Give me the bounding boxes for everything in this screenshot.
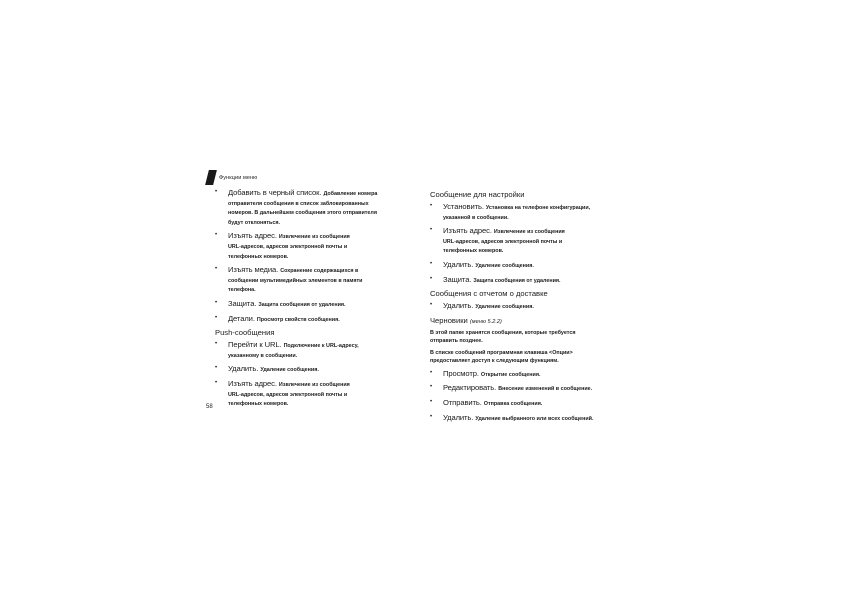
item-term-period: . xyxy=(274,231,279,241)
item-term: Перейти к URL xyxy=(228,340,280,350)
item-description-line: Внесение изменений в сообщение. xyxy=(498,386,593,393)
list-item xyxy=(430,260,630,272)
item-term: Детали xyxy=(228,313,253,323)
item-description-line: Извлечение из сообщения xyxy=(278,234,350,241)
bullet-icon: • xyxy=(430,413,433,420)
drafts-paragraph-1 xyxy=(430,329,630,345)
item-description-line: URL-адресов, адресов электронной почты и xyxy=(228,391,348,398)
bullet-icon: • xyxy=(430,203,433,209)
item-description xyxy=(484,401,543,407)
bullet-icon: • xyxy=(215,365,218,372)
item-term: Добавить в черный список xyxy=(228,188,320,197)
page-header-title: Функции меню xyxy=(219,175,258,181)
list-item xyxy=(430,398,630,410)
item-term: Редактировать xyxy=(443,383,495,393)
item-description-line: указанному в сообщении. xyxy=(228,352,298,359)
item-term-period: . xyxy=(276,265,281,275)
list-item xyxy=(430,369,630,381)
list-item xyxy=(430,383,630,395)
bullet-icon: • xyxy=(215,189,218,195)
item-description-line: будут отклоняться. xyxy=(228,219,281,226)
section-title-drafts-text: Черновики xyxy=(430,315,468,325)
header-slash-mark xyxy=(205,170,217,185)
item-description-line: Защита сообщения от удаления. xyxy=(473,277,561,284)
drafts-paragraph-2 xyxy=(430,349,630,365)
left-items-a xyxy=(215,188,415,325)
bullet-icon: • xyxy=(430,398,433,405)
item-description-line: Удаление выбранного или всех сообщений. xyxy=(475,415,594,422)
item-description-line: Подключение к URL-адресу, xyxy=(283,343,359,350)
list-item xyxy=(430,413,630,425)
list-item xyxy=(215,231,415,262)
item-description-line: Извлечение из сообщения xyxy=(493,229,565,236)
list-item xyxy=(215,265,415,296)
item-description-line: Защита сообщения от удаления. xyxy=(258,301,346,308)
item-description xyxy=(498,386,592,392)
item-term-period: . xyxy=(471,301,476,311)
item-term: Удалить xyxy=(443,301,472,311)
bullet-icon: • xyxy=(430,369,433,376)
list-item xyxy=(215,314,415,326)
list-item xyxy=(430,226,630,257)
item-description-line: Установка на телефоне конфигурации, xyxy=(485,205,591,211)
item-term: Защита xyxy=(443,274,470,284)
item-description xyxy=(475,416,593,422)
section-title-report: Сообщения с отчетом о доставке xyxy=(430,289,548,299)
item-description-line: сообщении мультимедийных элементов в памяти xyxy=(228,277,363,284)
item-term: Изъять медиа xyxy=(228,265,277,275)
item-description-line: телефонных номеров. xyxy=(228,401,289,408)
right-items-a xyxy=(430,202,630,286)
item-description-line: телефонных номеров. xyxy=(443,248,504,255)
paragraph-line: отправить позднее. xyxy=(430,337,483,344)
list-item xyxy=(215,379,415,410)
bullet-icon: • xyxy=(430,275,433,282)
item-description xyxy=(475,263,534,269)
item-description xyxy=(481,372,541,378)
right-items-c xyxy=(430,369,630,424)
item-description-line: URL-адресов, адресов электронной почты и xyxy=(443,238,563,245)
item-term-period: . xyxy=(481,202,486,211)
item-description-line: Сохранение содержащихся в xyxy=(280,268,359,275)
list-item xyxy=(430,202,630,223)
right-column xyxy=(430,188,630,427)
item-term-period: . xyxy=(254,298,259,308)
item-description xyxy=(258,302,345,308)
right-items-b xyxy=(430,301,630,313)
item-term: Отправить xyxy=(443,397,480,407)
item-description-line: указанной в сообщении. xyxy=(443,214,509,221)
item-term-period: . xyxy=(471,412,476,422)
item-term-period: . xyxy=(489,226,494,236)
paragraph-line: В списке сообщений программная клавиша <Опции> xyxy=(430,349,573,356)
list-item xyxy=(215,299,415,311)
item-description xyxy=(257,317,340,323)
item-description xyxy=(260,367,319,373)
item-description-line: Удаление сообщения. xyxy=(260,367,319,374)
item-term-period: . xyxy=(479,397,484,407)
item-description-line: URL-адресов, адресов электронной почты и xyxy=(228,243,348,250)
bullet-icon: • xyxy=(430,227,433,234)
item-description-line: Открытие сообщения. xyxy=(480,371,541,378)
item-term: Изъять адрес xyxy=(443,226,490,236)
list-item xyxy=(215,188,415,228)
bullet-icon: • xyxy=(430,302,433,309)
page-number: 58 xyxy=(206,404,213,410)
item-term: Изъять адрес xyxy=(228,231,275,241)
item-description-line: отправителя сообщения в список заблокированных xyxy=(228,200,369,207)
item-term-period: . xyxy=(471,259,476,269)
item-term: Просмотр xyxy=(443,368,477,378)
item-term-period: . xyxy=(274,378,279,388)
bullet-icon: • xyxy=(215,266,218,273)
list-item xyxy=(215,340,415,361)
item-term: Защита xyxy=(228,298,255,308)
left-items-b xyxy=(215,340,415,410)
section-title-push: Push-сообщения xyxy=(215,328,275,338)
list-item xyxy=(430,301,630,313)
item-term-period: . xyxy=(494,383,499,393)
bullet-icon: • xyxy=(215,379,218,386)
left-column xyxy=(215,188,415,413)
section-title-drafts xyxy=(430,316,630,327)
item-term: Удалить xyxy=(228,364,257,374)
item-description xyxy=(473,278,560,284)
item-term: Удалить xyxy=(443,259,472,269)
list-item xyxy=(430,275,630,287)
item-term: Установить xyxy=(443,202,482,211)
item-description-line: Извлечение из сообщения xyxy=(278,381,350,388)
list-item xyxy=(215,364,415,376)
paragraph-line: В этой папке хранятся сообщения, которые требуется xyxy=(430,329,576,336)
item-description-line: Добавление номера xyxy=(323,191,378,197)
section-title-drafts-menu-ref: (меню 5.2.2) xyxy=(469,318,502,325)
bullet-icon: • xyxy=(215,232,218,239)
bullet-icon: • xyxy=(215,314,218,321)
bullet-icon: • xyxy=(215,341,218,348)
item-term-period: . xyxy=(279,340,284,350)
paragraph-line: предоставляет доступ к следующим функциям. xyxy=(430,357,559,364)
item-term-period: . xyxy=(476,368,481,378)
section-title-config: Сообщение для настройки xyxy=(430,190,525,199)
item-term: Изъять адрес xyxy=(228,378,275,388)
item-description xyxy=(475,304,534,310)
item-description-line: Удаление сообщения. xyxy=(475,262,534,269)
bullet-icon: • xyxy=(215,299,218,306)
bullet-icon: • xyxy=(430,260,433,267)
item-description-line: номеров. В дальнейшем сообщения этого отправителя xyxy=(228,210,377,217)
item-description-line: Отправка сообщения. xyxy=(483,400,543,407)
item-term-period: . xyxy=(252,313,257,323)
item-description-line: Удаление сообщения. xyxy=(475,304,534,311)
item-description-line: Просмотр свойств сообщения. xyxy=(256,316,340,323)
item-term: Удалить xyxy=(443,412,472,422)
item-term-period: . xyxy=(319,188,324,197)
item-term-period: . xyxy=(469,274,474,284)
bullet-icon: • xyxy=(430,384,433,391)
item-description-line: телефонных номеров. xyxy=(228,253,289,260)
item-term-period: . xyxy=(256,364,261,374)
item-description-line: телефона. xyxy=(228,287,256,294)
